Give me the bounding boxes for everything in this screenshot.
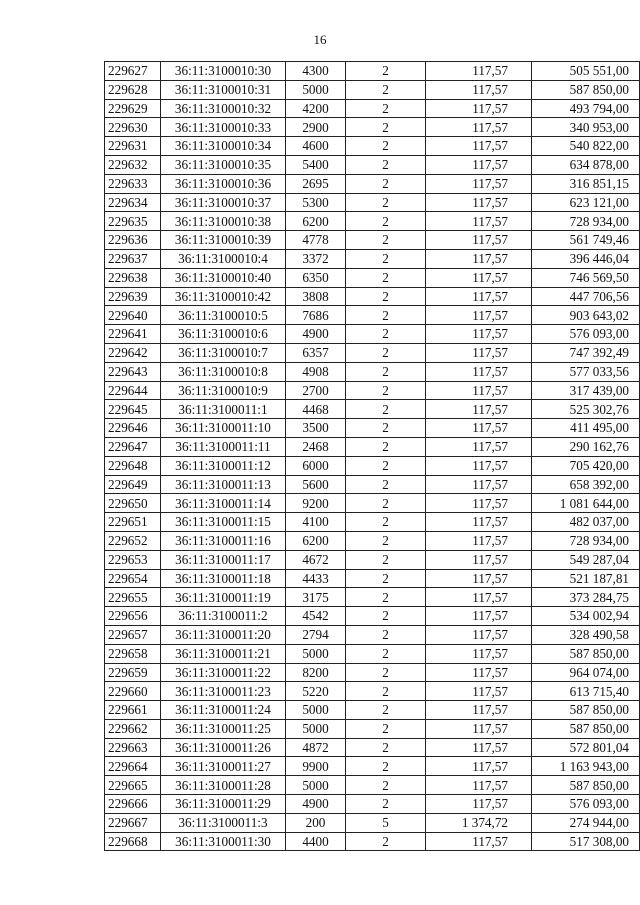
table-row [105, 362, 640, 381]
value-cell: 373 284,75 [532, 588, 640, 607]
value-cell: 534 002,94 [532, 607, 640, 626]
cadastral-number-cell: 36:11:3100010:8 [161, 362, 286, 381]
rate-cell: 117,57 [426, 719, 532, 738]
area-cell: 3808 [286, 287, 346, 306]
area-cell: 2695 [286, 174, 346, 193]
table-row [105, 682, 640, 701]
table-row [105, 475, 640, 494]
area-cell: 200 [286, 813, 346, 832]
value-cell: 576 093,00 [532, 325, 640, 344]
area-cell: 6350 [286, 268, 346, 287]
table-row [105, 306, 640, 325]
rate-cell: 117,57 [426, 62, 532, 81]
cadastral-number-cell: 36:11:3100011:23 [161, 682, 286, 701]
record-id-cell: 229627 [105, 62, 161, 81]
table-row [105, 212, 640, 231]
area-cell: 4200 [286, 99, 346, 118]
cadastral-number-cell: 36:11:3100011:2 [161, 607, 286, 626]
table-row [105, 588, 640, 607]
value-cell: 482 037,00 [532, 513, 640, 532]
record-id-cell: 229629 [105, 99, 161, 118]
rate-cell: 117,57 [426, 625, 532, 644]
record-id-cell: 229658 [105, 644, 161, 663]
table-row [105, 325, 640, 344]
value-cell: 525 302,76 [532, 400, 640, 419]
category-cell: 2 [346, 231, 426, 250]
table-row [105, 644, 640, 663]
value-cell: 728 934,00 [532, 212, 640, 231]
record-id-cell: 229661 [105, 701, 161, 720]
area-cell: 5220 [286, 682, 346, 701]
category-cell: 2 [346, 588, 426, 607]
cadastral-number-cell: 36:11:3100011:13 [161, 475, 286, 494]
rate-cell: 117,57 [426, 306, 532, 325]
table-row [105, 287, 640, 306]
area-cell: 4872 [286, 738, 346, 757]
cadastral-number-cell: 36:11:3100011:28 [161, 776, 286, 795]
rate-cell: 117,57 [426, 738, 532, 757]
cadastral-number-cell: 36:11:3100011:20 [161, 625, 286, 644]
category-cell: 2 [346, 494, 426, 513]
table-row [105, 757, 640, 776]
cadastral-number-cell: 36:11:3100011:19 [161, 588, 286, 607]
cadastral-number-cell: 36:11:3100010:39 [161, 231, 286, 250]
rate-cell: 117,57 [426, 832, 532, 851]
category-cell: 2 [346, 776, 426, 795]
rate-cell: 117,57 [426, 99, 532, 118]
rate-cell: 117,57 [426, 776, 532, 795]
rate-cell: 117,57 [426, 494, 532, 513]
record-id-cell: 229635 [105, 212, 161, 231]
table-row [105, 62, 640, 81]
table-row [105, 155, 640, 174]
area-cell: 8200 [286, 663, 346, 682]
rate-cell: 117,57 [426, 80, 532, 99]
category-cell: 2 [346, 193, 426, 212]
area-cell: 2794 [286, 625, 346, 644]
category-cell: 2 [346, 719, 426, 738]
table-row [105, 531, 640, 550]
category-cell: 2 [346, 137, 426, 156]
category-cell: 2 [346, 362, 426, 381]
cadastral-number-cell: 36:11:3100010:5 [161, 306, 286, 325]
area-cell: 4900 [286, 795, 346, 814]
table-row [105, 795, 640, 814]
rate-cell: 117,57 [426, 644, 532, 663]
table-row [105, 738, 640, 757]
area-cell: 5000 [286, 776, 346, 795]
category-cell: 2 [346, 625, 426, 644]
rate-cell: 117,57 [426, 475, 532, 494]
value-cell: 274 944,00 [532, 813, 640, 832]
table-body [105, 62, 640, 851]
value-cell: 549 287,04 [532, 550, 640, 569]
area-cell: 2468 [286, 437, 346, 456]
area-cell: 5400 [286, 155, 346, 174]
cadastral-number-cell: 36:11:3100011:10 [161, 419, 286, 438]
area-cell: 2900 [286, 118, 346, 137]
category-cell: 2 [346, 644, 426, 663]
value-cell: 572 801,04 [532, 738, 640, 757]
area-cell: 5000 [286, 701, 346, 720]
cadastral-number-cell: 36:11:3100010:31 [161, 80, 286, 99]
area-cell: 4900 [286, 325, 346, 344]
area-cell: 4908 [286, 362, 346, 381]
rate-cell: 117,57 [426, 155, 532, 174]
category-cell: 2 [346, 287, 426, 306]
category-cell: 2 [346, 738, 426, 757]
category-cell: 2 [346, 400, 426, 419]
area-cell: 5000 [286, 719, 346, 738]
area-cell: 5300 [286, 193, 346, 212]
cadastral-number-cell: 36:11:3100011:21 [161, 644, 286, 663]
rate-cell: 117,57 [426, 456, 532, 475]
cadastral-number-cell: 36:11:3100010:7 [161, 343, 286, 362]
table-row [105, 701, 640, 720]
category-cell: 2 [346, 456, 426, 475]
record-id-cell: 229666 [105, 795, 161, 814]
rate-cell: 117,57 [426, 362, 532, 381]
record-id-cell: 229651 [105, 513, 161, 532]
record-id-cell: 229628 [105, 80, 161, 99]
record-id-cell: 229643 [105, 362, 161, 381]
cadastral-number-cell: 36:11:3100011:1 [161, 400, 286, 419]
rate-cell: 117,57 [426, 569, 532, 588]
value-cell: 576 093,00 [532, 795, 640, 814]
value-cell: 728 934,00 [532, 531, 640, 550]
rate-cell: 117,57 [426, 268, 532, 287]
value-cell: 658 392,00 [532, 475, 640, 494]
value-cell: 1 163 943,00 [532, 757, 640, 776]
record-id-cell: 229631 [105, 137, 161, 156]
value-cell: 587 850,00 [532, 719, 640, 738]
cadastral-number-cell: 36:11:3100010:35 [161, 155, 286, 174]
category-cell: 2 [346, 118, 426, 137]
record-id-cell: 229665 [105, 776, 161, 795]
table-row [105, 343, 640, 362]
table-row [105, 569, 640, 588]
record-id-cell: 229655 [105, 588, 161, 607]
record-id-cell: 229662 [105, 719, 161, 738]
category-cell: 2 [346, 155, 426, 174]
record-id-cell: 229634 [105, 193, 161, 212]
table-row [105, 813, 640, 832]
record-id-cell: 229652 [105, 531, 161, 550]
cadastral-number-cell: 36:11:3100010:40 [161, 268, 286, 287]
table-row [105, 400, 640, 419]
area-cell: 9200 [286, 494, 346, 513]
page-number: 16 [313, 32, 327, 47]
value-cell: 903 643,02 [532, 306, 640, 325]
record-id-cell: 229654 [105, 569, 161, 588]
value-cell: 705 420,00 [532, 456, 640, 475]
area-cell: 4468 [286, 400, 346, 419]
category-cell: 2 [346, 99, 426, 118]
record-id-cell: 229638 [105, 268, 161, 287]
value-cell: 577 033,56 [532, 362, 640, 381]
table-row [105, 137, 640, 156]
cadastral-number-cell: 36:11:3100010:33 [161, 118, 286, 137]
table-row [105, 381, 640, 400]
table-row [105, 193, 640, 212]
rate-cell: 117,57 [426, 118, 532, 137]
cadastral-number-cell: 36:11:3100011:22 [161, 663, 286, 682]
value-cell: 328 490,58 [532, 625, 640, 644]
value-cell: 316 851,15 [532, 174, 640, 193]
rate-cell: 117,57 [426, 607, 532, 626]
category-cell: 2 [346, 513, 426, 532]
category-cell: 2 [346, 832, 426, 851]
record-id-cell: 229640 [105, 306, 161, 325]
cadastral-number-cell: 36:11:3100011:16 [161, 531, 286, 550]
cadastral-number-cell: 36:11:3100010:9 [161, 381, 286, 400]
value-cell: 1 081 644,00 [532, 494, 640, 513]
cadastral-number-cell: 36:11:3100010:38 [161, 212, 286, 231]
value-cell: 411 495,00 [532, 419, 640, 438]
value-cell: 517 308,00 [532, 832, 640, 851]
record-id-cell: 229647 [105, 437, 161, 456]
rate-cell: 117,57 [426, 325, 532, 344]
area-cell: 4300 [286, 62, 346, 81]
cadastral-number-cell: 36:11:3100010:6 [161, 325, 286, 344]
rate-cell: 117,57 [426, 249, 532, 268]
rate-cell: 117,57 [426, 381, 532, 400]
category-cell: 2 [346, 249, 426, 268]
table-row [105, 99, 640, 118]
area-cell: 3500 [286, 419, 346, 438]
record-id-cell: 229637 [105, 249, 161, 268]
table-row [105, 231, 640, 250]
cadastral-number-cell: 36:11:3100010:30 [161, 62, 286, 81]
cadastral-number-cell: 36:11:3100011:15 [161, 513, 286, 532]
record-id-cell: 229644 [105, 381, 161, 400]
category-cell: 2 [346, 663, 426, 682]
value-cell: 290 162,76 [532, 437, 640, 456]
record-id-cell: 229657 [105, 625, 161, 644]
table-row [105, 268, 640, 287]
category-cell: 2 [346, 795, 426, 814]
table-row [105, 719, 640, 738]
value-cell: 613 715,40 [532, 682, 640, 701]
cadastral-number-cell: 36:11:3100010:4 [161, 249, 286, 268]
rate-cell: 117,57 [426, 795, 532, 814]
value-cell: 623 121,00 [532, 193, 640, 212]
area-cell: 4433 [286, 569, 346, 588]
table-row [105, 550, 640, 569]
value-cell: 447 706,56 [532, 287, 640, 306]
category-cell: 2 [346, 381, 426, 400]
cadastral-number-cell: 36:11:3100011:24 [161, 701, 286, 720]
rate-cell: 117,57 [426, 682, 532, 701]
cadastral-number-cell: 36:11:3100010:34 [161, 137, 286, 156]
record-id-cell: 229633 [105, 174, 161, 193]
area-cell: 6200 [286, 531, 346, 550]
table-row [105, 494, 640, 513]
category-cell: 2 [346, 531, 426, 550]
cadastral-number-cell: 36:11:3100011:26 [161, 738, 286, 757]
area-cell: 3372 [286, 249, 346, 268]
value-cell: 396 446,04 [532, 249, 640, 268]
value-cell: 505 551,00 [532, 62, 640, 81]
record-id-cell: 229664 [105, 757, 161, 776]
table-row [105, 832, 640, 851]
area-cell: 5600 [286, 475, 346, 494]
value-cell: 587 850,00 [532, 701, 640, 720]
record-id-cell: 229653 [105, 550, 161, 569]
category-cell: 2 [346, 268, 426, 287]
value-cell: 317 439,00 [532, 381, 640, 400]
cadastral-number-cell: 36:11:3100011:14 [161, 494, 286, 513]
cadastral-number-cell: 36:11:3100010:42 [161, 287, 286, 306]
value-cell: 561 749,46 [532, 231, 640, 250]
record-id-cell: 229649 [105, 475, 161, 494]
rate-cell: 117,57 [426, 663, 532, 682]
record-id-cell: 229659 [105, 663, 161, 682]
rate-cell: 117,57 [426, 231, 532, 250]
record-id-cell: 229663 [105, 738, 161, 757]
table-row [105, 607, 640, 626]
table-row [105, 513, 640, 532]
category-cell: 5 [346, 813, 426, 832]
area-cell: 4600 [286, 137, 346, 156]
value-cell: 964 074,00 [532, 663, 640, 682]
area-cell: 6000 [286, 456, 346, 475]
area-cell: 2700 [286, 381, 346, 400]
record-id-cell: 229636 [105, 231, 161, 250]
cadastral-number-cell: 36:11:3100011:29 [161, 795, 286, 814]
category-cell: 2 [346, 343, 426, 362]
value-cell: 746 569,50 [532, 268, 640, 287]
record-id-cell: 229667 [105, 813, 161, 832]
area-cell: 5000 [286, 80, 346, 99]
cadastral-number-cell: 36:11:3100011:11 [161, 437, 286, 456]
value-cell: 493 794,00 [532, 99, 640, 118]
cadastral-number-cell: 36:11:3100010:32 [161, 99, 286, 118]
value-cell: 587 850,00 [532, 644, 640, 663]
category-cell: 2 [346, 62, 426, 81]
value-cell: 540 822,00 [532, 137, 640, 156]
record-id-cell: 229660 [105, 682, 161, 701]
cadastral-number-cell: 36:11:3100011:12 [161, 456, 286, 475]
rate-cell: 117,57 [426, 531, 532, 550]
category-cell: 2 [346, 757, 426, 776]
area-cell: 5000 [286, 644, 346, 663]
rate-cell: 117,57 [426, 419, 532, 438]
category-cell: 2 [346, 569, 426, 588]
record-id-cell: 229639 [105, 287, 161, 306]
category-cell: 2 [346, 212, 426, 231]
category-cell: 2 [346, 174, 426, 193]
rate-cell: 117,57 [426, 287, 532, 306]
table-row [105, 249, 640, 268]
cadastral-number-cell: 36:11:3100011:18 [161, 569, 286, 588]
table-row [105, 437, 640, 456]
rate-cell: 117,57 [426, 757, 532, 776]
cadastral-table-container [104, 61, 640, 851]
record-id-cell: 229630 [105, 118, 161, 137]
cadastral-number-cell: 36:11:3100011:30 [161, 832, 286, 851]
category-cell: 2 [346, 437, 426, 456]
category-cell: 2 [346, 306, 426, 325]
area-cell: 9900 [286, 757, 346, 776]
cadastral-table [104, 61, 640, 851]
cadastral-number-cell: 36:11:3100010:36 [161, 174, 286, 193]
value-cell: 747 392,49 [532, 343, 640, 362]
category-cell: 2 [346, 550, 426, 569]
area-cell: 4542 [286, 607, 346, 626]
cadastral-number-cell: 36:11:3100011:27 [161, 757, 286, 776]
rate-cell: 117,57 [426, 588, 532, 607]
area-cell: 6200 [286, 212, 346, 231]
cadastral-number-cell: 36:11:3100011:17 [161, 550, 286, 569]
category-cell: 2 [346, 682, 426, 701]
record-id-cell: 229668 [105, 832, 161, 851]
rate-cell: 117,57 [426, 437, 532, 456]
value-cell: 587 850,00 [532, 80, 640, 99]
area-cell: 6357 [286, 343, 346, 362]
area-cell: 3175 [286, 588, 346, 607]
category-cell: 2 [346, 80, 426, 99]
table-row [105, 118, 640, 137]
value-cell: 634 878,00 [532, 155, 640, 174]
value-cell: 587 850,00 [532, 776, 640, 795]
cadastral-number-cell: 36:11:3100010:37 [161, 193, 286, 212]
area-cell: 4400 [286, 832, 346, 851]
category-cell: 2 [346, 419, 426, 438]
table-row [105, 456, 640, 475]
rate-cell: 117,57 [426, 400, 532, 419]
rate-cell: 117,57 [426, 701, 532, 720]
record-id-cell: 229646 [105, 419, 161, 438]
rate-cell: 117,57 [426, 212, 532, 231]
table-row [105, 776, 640, 795]
area-cell: 4672 [286, 550, 346, 569]
record-id-cell: 229648 [105, 456, 161, 475]
area-cell: 7686 [286, 306, 346, 325]
value-cell: 521 187,81 [532, 569, 640, 588]
area-cell: 4778 [286, 231, 346, 250]
table-row [105, 663, 640, 682]
rate-cell: 117,57 [426, 137, 532, 156]
rate-cell: 117,57 [426, 193, 532, 212]
value-cell: 340 953,00 [532, 118, 640, 137]
rate-cell: 117,57 [426, 513, 532, 532]
cadastral-number-cell: 36:11:3100011:25 [161, 719, 286, 738]
area-cell: 4100 [286, 513, 346, 532]
category-cell: 2 [346, 475, 426, 494]
table-row [105, 625, 640, 644]
cadastral-number-cell: 36:11:3100011:3 [161, 813, 286, 832]
record-id-cell: 229650 [105, 494, 161, 513]
table-row [105, 80, 640, 99]
rate-cell: 1 374,72 [426, 813, 532, 832]
table-row [105, 419, 640, 438]
category-cell: 2 [346, 325, 426, 344]
record-id-cell: 229641 [105, 325, 161, 344]
rate-cell: 117,57 [426, 550, 532, 569]
table-row [105, 174, 640, 193]
record-id-cell: 229656 [105, 607, 161, 626]
record-id-cell: 229642 [105, 343, 161, 362]
rate-cell: 117,57 [426, 174, 532, 193]
category-cell: 2 [346, 701, 426, 720]
record-id-cell: 229632 [105, 155, 161, 174]
category-cell: 2 [346, 607, 426, 626]
rate-cell: 117,57 [426, 343, 532, 362]
record-id-cell: 229645 [105, 400, 161, 419]
